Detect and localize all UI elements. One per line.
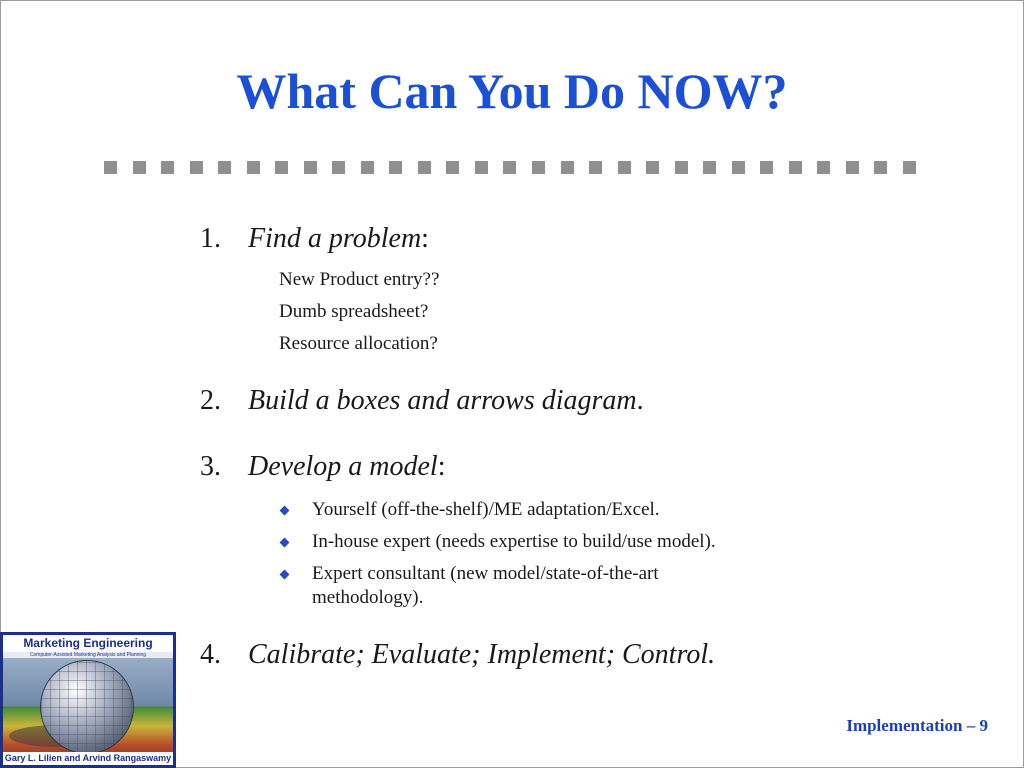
divider-dot	[732, 161, 745, 174]
book-cover-logo	[0, 632, 176, 768]
globe-icon	[41, 661, 133, 753]
divider-dot	[332, 161, 345, 174]
divider-dot	[475, 161, 488, 174]
item-number: 1.	[200, 223, 221, 254]
bullet-text: Expert consultant (new model/state-of-the-art methodology).	[312, 563, 659, 608]
list-item-2	[200, 386, 644, 417]
logo-subtitle: Computer-Assisted Marketing Analysis and Planning	[3, 652, 173, 658]
item-text: Calibrate; Evaluate; Implement; Control.	[248, 639, 716, 670]
divider-dot	[561, 161, 574, 174]
divider-dot	[446, 161, 459, 174]
divider-dot	[304, 161, 317, 174]
divider-dot	[646, 161, 659, 174]
item-number: 3.	[200, 451, 221, 482]
divider-dot	[275, 161, 288, 174]
divider-dot	[589, 161, 602, 174]
list-item-1	[200, 224, 429, 255]
problem-example: Dumb spreadsheet?	[279, 301, 429, 322]
logo-artwork	[3, 635, 173, 765]
item-number: 4.	[200, 639, 221, 670]
slide-title: What Can You Do NOW?	[236, 63, 788, 119]
slide-footer: Implementation – 9	[846, 716, 988, 735]
divider-dot	[760, 161, 773, 174]
divider-dot	[361, 161, 374, 174]
divider-dot	[389, 161, 402, 174]
divider-dot	[190, 161, 203, 174]
divider-dot	[846, 161, 859, 174]
divider-dot	[703, 161, 716, 174]
divider-dot	[874, 161, 887, 174]
divider-dot	[418, 161, 431, 174]
divider-dot	[133, 161, 146, 174]
divider-dot	[532, 161, 545, 174]
item-text: Develop a model	[248, 451, 438, 482]
divider-dot	[503, 161, 516, 174]
divider-dot	[618, 161, 631, 174]
logo-title: Marketing Engineering	[3, 635, 173, 652]
problem-example: Resource allocation?	[279, 333, 438, 354]
item-number: 2.	[200, 385, 221, 416]
item-suffix: .	[636, 385, 644, 416]
divider-dot	[218, 161, 231, 174]
divider-dot	[247, 161, 260, 174]
bullet-text: In-house expert (needs expertise to build/use model).	[312, 531, 716, 552]
divider-dot	[817, 161, 830, 174]
divider-dot	[789, 161, 802, 174]
divider-dot	[903, 161, 916, 174]
dotted-divider	[104, 161, 916, 177]
item-suffix: :	[421, 223, 429, 254]
list-item-4	[200, 640, 715, 671]
logo-authors: Gary L. Lilien and Arvind Rangaswamy	[4, 753, 172, 763]
list-item-3	[200, 452, 446, 483]
divider-dot	[161, 161, 174, 174]
divider-dot	[104, 161, 117, 174]
problem-example: New Product entry??	[279, 269, 440, 290]
bullet-text: Yourself (off-the-shelf)/ME adaptation/Excel.	[312, 499, 660, 520]
item-text: Build a boxes and arrows diagram	[248, 385, 637, 416]
divider-dot	[675, 161, 688, 174]
item-suffix: :	[437, 451, 446, 482]
item-text: Find a problem	[248, 223, 422, 254]
